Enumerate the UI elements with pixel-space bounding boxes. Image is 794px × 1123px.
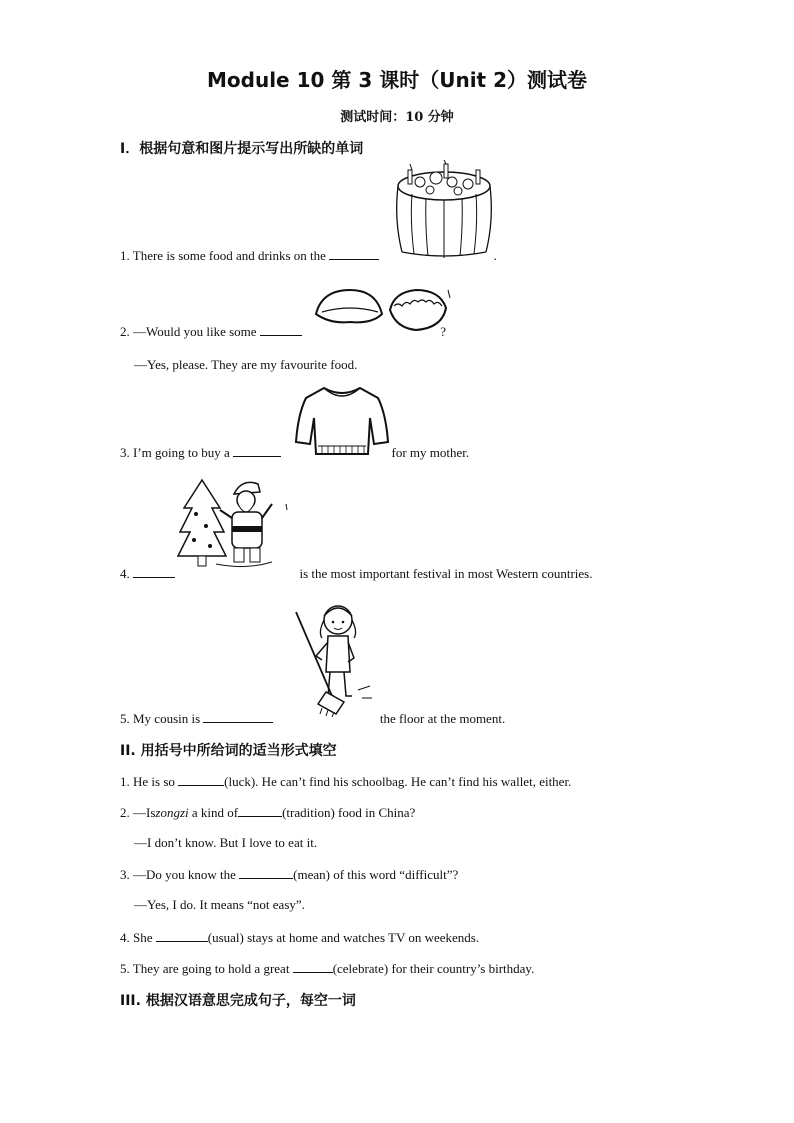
s1-q1-after: . [493,248,497,263]
s1-q1-before: 1. There is some food and drinks on the [120,248,326,263]
answer-blank[interactable] [233,444,281,457]
s2-q2-after: (tradition) food in China? [282,805,416,820]
s2-q4-before: 4. She [120,930,153,945]
answer-blank[interactable] [238,804,282,817]
s2-q2-before: 2. —Is [120,805,156,820]
s1-q5-before: 5. My cousin is [120,711,201,726]
s1-question-5 [120,710,505,727]
s1-question-2 [120,323,446,340]
s1-q3-before: 3. I’m going to buy a [120,445,230,460]
s2-q5-before: 5. They are going to hold a great [120,961,290,976]
s2-q1-after: (luck). He can’t find his schoolbag. He can’t find his wallet, either. [224,774,572,789]
s2-question-2 [120,804,415,821]
s1-question-1 [120,247,497,264]
s1-q2-reply: —Yes, please. They are my favourite food. [134,357,358,372]
s2-question-3 [120,866,458,883]
s1-q3-after: for my mother. [391,445,470,460]
s2-q1-before: 1. He is so [120,774,175,789]
section-2-heading: II. 用括号中所给词的适当形式填空 [120,743,337,759]
page-title: Module 10 第 3 课时（Unit 2）测试卷 [207,68,587,92]
s2-q5-after: (celebrate) for their country’s birthday. [332,961,535,976]
test-time: 测试时间：10 分钟 [340,110,454,125]
girl-sweeping-icon [292,598,376,718]
s2-question-4 [120,929,479,946]
s2-question-5 [120,960,534,977]
answer-blank[interactable] [203,710,273,723]
s1-q4-before: 4. [120,566,130,581]
s2-q2-reply: —I don’t know. But I love to eat it. [134,835,318,850]
s2-q3-reply: —Yes, I do. It means “not easy”. [134,897,305,912]
christmas-santa-icon [176,474,288,570]
s1-q2-before: 2. —Would you like some [120,324,257,339]
answer-blank[interactable] [156,929,208,942]
s1-q2-after: ? [440,324,447,339]
section-3-heading: III. 根据汉语意思完成句子，每空一词 [120,993,356,1009]
s1-question-3 [120,444,469,461]
answer-blank[interactable] [239,866,293,879]
s2-q2-mid: a kind of [191,805,239,820]
answer-blank[interactable] [329,247,379,260]
answer-blank[interactable] [133,565,175,578]
s2-q4-after: (usual) stays at home and watches TV on weekends. [207,930,480,945]
s2-question-1 [120,773,571,790]
answer-blank[interactable] [178,773,224,786]
s1-question-4 [120,565,592,582]
table-food-icon [390,160,498,260]
answer-blank[interactable] [260,323,302,336]
answer-blank[interactable] [293,960,333,973]
s1-q4-after: is the most important festival in most Western countries. [299,566,593,581]
s2-q3-before: 3. —Do you know the [120,867,236,882]
s2-q2-italic: zongzi [155,805,189,820]
section-1-heading: I．根据句意和图片提示写出所缺的单词 [120,141,364,157]
s1-q5-after: the floor at the moment. [379,711,506,726]
s2-q3-after: (mean) of this word “difficult”? [293,867,459,882]
